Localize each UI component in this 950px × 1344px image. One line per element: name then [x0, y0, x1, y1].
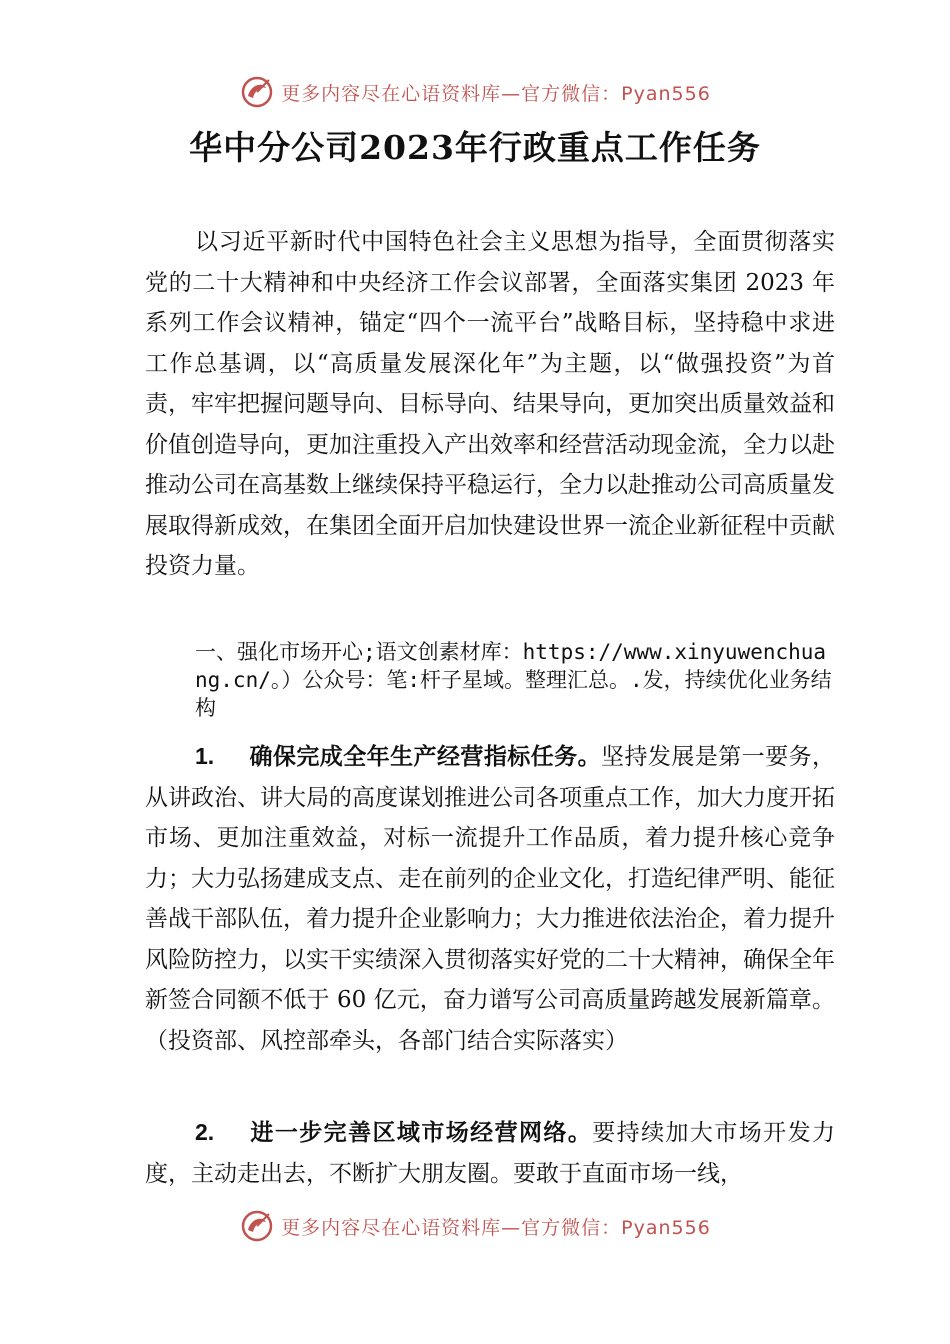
watermark-text: 更多内容尽在心语资料库—官方微信：Pyan556 — [281, 82, 711, 105]
section-heading: 一、强化市场开心;语文创素材库：https://www.xinyuwenchuang.cn/。）公众号：笔:杆子星域。整理汇总。.发，持续优化业务结构 — [195, 640, 832, 720]
intro-paragraph: 以习近平新时代中国特色社会主义思想为指导，全面贯彻落实党的二十大精神和中央经济工作会议部署，全面落实集团 2023 年系列工作会议精神，锚定“四个一流平台”战略目标，坚持稳中求进工作总基调，以“高质量发展深化年”为主题，以“做强投资”为首责，牢牢把握问题导向、目标导向、结果导向，更加突出质量效益和价值创造导向，更加注重投入产出效率和经营活动现金流，全力以赴推动公司在高基数上继续保持平稳运行，全力以赴推动公司高质量发展取得新成效，在集团全面开启加快建设世界一流企业新征程中贡献投资力量。 — [145, 229, 835, 579]
red-swirl-logo-icon — [239, 74, 275, 110]
section-heading-block — [145, 638, 835, 722]
item-body: 要持续加大市场开发力度，主动走出去，不断扩大朋友圈。要敢于直面市场一线， — [145, 1120, 836, 1187]
item-body: 坚持发展是第一要务，从讲政治、讲大局的高度谋划推进公司各项重点工作，加大力度开拓市场、更加注重效益，对标一流提升工作品质，着力提升核心竞争力；大力弘扬建成支点、走在前列的企业文化，打造纪律严明、能征善战干部队伍，着力提升企业影响力；大力推进依法治企，着力提升风险防控力，以实干实绩深入贯彻落实好党的二十大精神，确保全年新签合同额不低于 60 亿元，奋力谱写公司高质量跨越发展新篇章。（投资部、风控部牵头，各部门结合实际落实） — [145, 744, 836, 1054]
list-item — [145, 736, 835, 1061]
header-watermark-banner — [0, 72, 950, 112]
item-number: 1. — [195, 743, 215, 769]
list-item — [145, 1112, 835, 1194]
watermark-text: 更多内容尽在心语资料库—官方微信：Pyan556 — [281, 1216, 711, 1239]
item-heading: 确保完成全年生产经营指标任务。 — [249, 743, 602, 769]
red-swirl-logo-icon — [239, 1208, 275, 1244]
item-paragraph — [145, 1112, 835, 1194]
item-number: 2. — [195, 1119, 215, 1145]
item-paragraph — [145, 736, 835, 1061]
item-heading: 进一步完善区域市场经营网络。 — [249, 1119, 593, 1145]
document-title: 华中分公司2023年行政重点工作任务 — [189, 128, 761, 167]
footer-watermark-banner — [0, 1206, 950, 1246]
intro-paragraph-block — [145, 222, 835, 587]
